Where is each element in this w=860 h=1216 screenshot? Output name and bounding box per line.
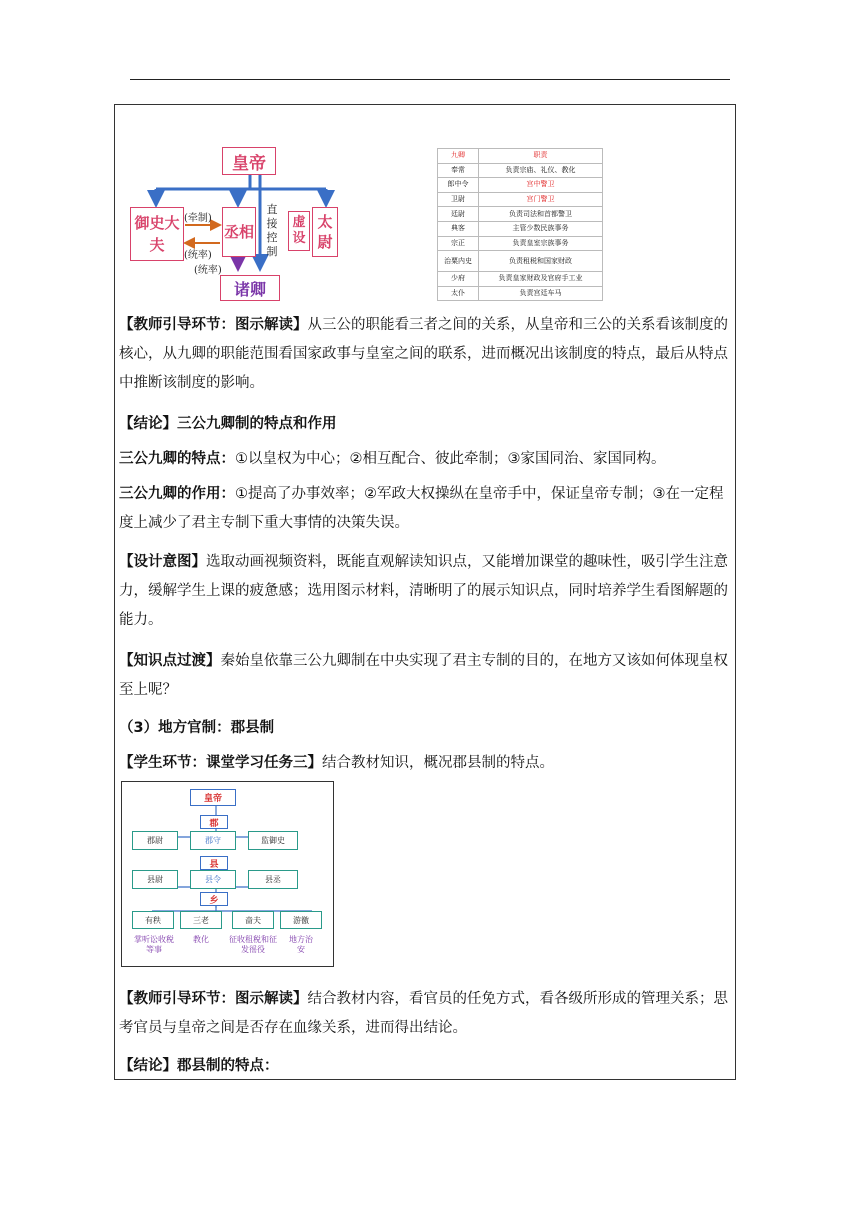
three-dukes-diagram xyxy=(128,145,350,305)
paragraph-body: ①提高了办事效率；②军政大权操纵在皇帝手中，保证皇帝专制；③在一定程度上减少了君主专制下重大事情的决策失误。 xyxy=(119,486,724,531)
emperor-box: 皇帝 xyxy=(222,147,276,175)
paragraph-teacher-guide-2 xyxy=(119,985,731,1043)
table-cell: 负责皇室宗族事务 xyxy=(479,236,603,251)
table-cell: 少府 xyxy=(438,272,479,287)
paragraph-body: 从三公的职能看三者之间的关系，从皇帝和三公的关系看该制度的核心，从九卿的职能范围看国家政事与皇室之间的联系，进而概况出该制度的特点，最后从特点中推断该制度的影响。 xyxy=(119,317,728,391)
section-label: 【教师引导环节：图示解读】 xyxy=(119,317,308,333)
sanlao-node: 三老 xyxy=(180,911,222,929)
subsection-heading: （3）地方官制：郡县制 xyxy=(119,720,275,736)
paragraph-transition xyxy=(119,647,731,705)
table-cell: 典客 xyxy=(438,221,479,236)
table-header-row xyxy=(438,149,603,164)
nominal-box: 虚设 xyxy=(288,211,310,251)
lead-label: (统率) xyxy=(184,250,212,261)
table-cell: 负责宫廷车马 xyxy=(479,286,603,301)
table-cell: 治粟内史 xyxy=(438,251,479,272)
paragraph-body: 结合教材内容，看官员的任免方式，看各级所形成的管理关系；思考官员与皇帝之间是否存在血缘关系，进而得出结论。 xyxy=(119,991,728,1036)
section-label: 三公九卿的特点： xyxy=(119,451,235,467)
table-row xyxy=(438,163,603,178)
table-cell: 宫门警卫 xyxy=(479,192,603,207)
table-header-cell: 职责 xyxy=(479,149,603,164)
paragraph-body: 结合教材知识，概况郡县制的特点。 xyxy=(322,755,554,771)
table-header-cell: 九卿 xyxy=(438,149,479,164)
table-cell: 负责租税和国家财政 xyxy=(479,251,603,272)
censor-box: 御史大夫 xyxy=(130,207,184,261)
xianling-node: 县令 xyxy=(190,870,236,889)
section-label: 【设计意图】 xyxy=(119,554,206,570)
youjiao-node: 游徼 xyxy=(280,911,322,929)
duty-label: 教化 xyxy=(193,935,209,944)
table-cell: 宗正 xyxy=(438,236,479,251)
table-row xyxy=(438,178,603,193)
duty-label: 掌听讼收税等事 xyxy=(134,935,174,954)
table-cell: 负责宗庙、礼仪、教化 xyxy=(479,163,603,178)
paragraph-features xyxy=(119,445,731,474)
section-label: 三公九卿的作用： xyxy=(119,486,235,502)
table-row xyxy=(438,236,603,251)
paragraph-body: 秦始皇依靠三公九卿制在中央实现了君主专制的目的，在地方又该如何体现皇权至上呢？ xyxy=(119,653,728,698)
xianwei-node: 县尉 xyxy=(132,870,178,889)
paragraph-student-task xyxy=(119,749,731,778)
section-label: 【教师引导环节：图示解读】 xyxy=(119,991,308,1007)
xiang-node: 乡 xyxy=(200,892,228,906)
xiancheng-node: 县丞 xyxy=(248,870,298,889)
table-cell: 奉常 xyxy=(438,163,479,178)
duty-label: 征收租税和征发徭役 xyxy=(229,935,277,954)
table-row xyxy=(438,221,603,236)
table-row xyxy=(438,251,603,272)
lead-label-2: (统率) xyxy=(194,265,222,276)
table-cell: 卫尉 xyxy=(438,192,479,207)
chancellor-box: 丞相 xyxy=(222,207,256,257)
junshou-node: 郡守 xyxy=(190,831,236,850)
xian-node: 县 xyxy=(200,856,228,870)
section-label: 【学生环节：课堂学习任务三】 xyxy=(119,755,322,771)
direct-control-label: 直接控制 xyxy=(266,203,278,258)
nine-ministers-table xyxy=(437,148,603,301)
conclusion-heading-1: 【结论】三公九卿制的特点和作用 xyxy=(119,416,337,432)
paragraph-body: 选取动画视频资料，既能直观解读知识点，又能增加课堂的趣味性，吸引学生注意力，缓解学生上课的疲惫感；选用图示材料，清晰明了的展示知识点，同时培养学生看图解题的能力。 xyxy=(119,554,728,628)
table-row xyxy=(438,207,603,222)
table-row xyxy=(438,272,603,287)
jianyushi-node: 监御史 xyxy=(248,831,298,850)
table-cell: 负责司法和首都警卫 xyxy=(479,207,603,222)
paragraph-effects xyxy=(119,480,731,538)
check-label: (牵制) xyxy=(184,213,212,224)
table-cell: 廷尉 xyxy=(438,207,479,222)
header-rule xyxy=(130,79,730,80)
duty-label: 地方治安 xyxy=(289,935,313,954)
table-cell: 主管少数民族事务 xyxy=(479,221,603,236)
prefecture-county-diagram xyxy=(121,781,334,967)
paragraph-body: ①以皇权为中心；②相互配合、彼此牵制；③家国同治、家国同构。 xyxy=(235,451,666,467)
table-row xyxy=(438,192,603,207)
conclusion-heading-2: 【结论】郡县制的特点： xyxy=(119,1058,279,1074)
table-cell: 负责皇家财政及官府手工业 xyxy=(479,272,603,287)
ministers-box: 诸卿 xyxy=(220,275,280,301)
junwei-node: 郡尉 xyxy=(132,831,178,850)
paragraph-teacher-guide-1 xyxy=(119,311,731,398)
emperor-node: 皇帝 xyxy=(190,789,236,806)
jun-node: 郡 xyxy=(200,815,228,829)
table-cell: 郎中令 xyxy=(438,178,479,193)
paragraph-design-intent xyxy=(119,548,731,635)
section-label: 【知识点过渡】 xyxy=(119,653,221,669)
youzhi-node: 有秩 xyxy=(132,911,174,929)
table-cell: 宫中警卫 xyxy=(479,178,603,193)
table-row xyxy=(438,286,603,301)
commander-box: 太尉 xyxy=(312,207,338,257)
table-cell: 太仆 xyxy=(438,286,479,301)
sefu-node: 啬夫 xyxy=(232,911,274,929)
